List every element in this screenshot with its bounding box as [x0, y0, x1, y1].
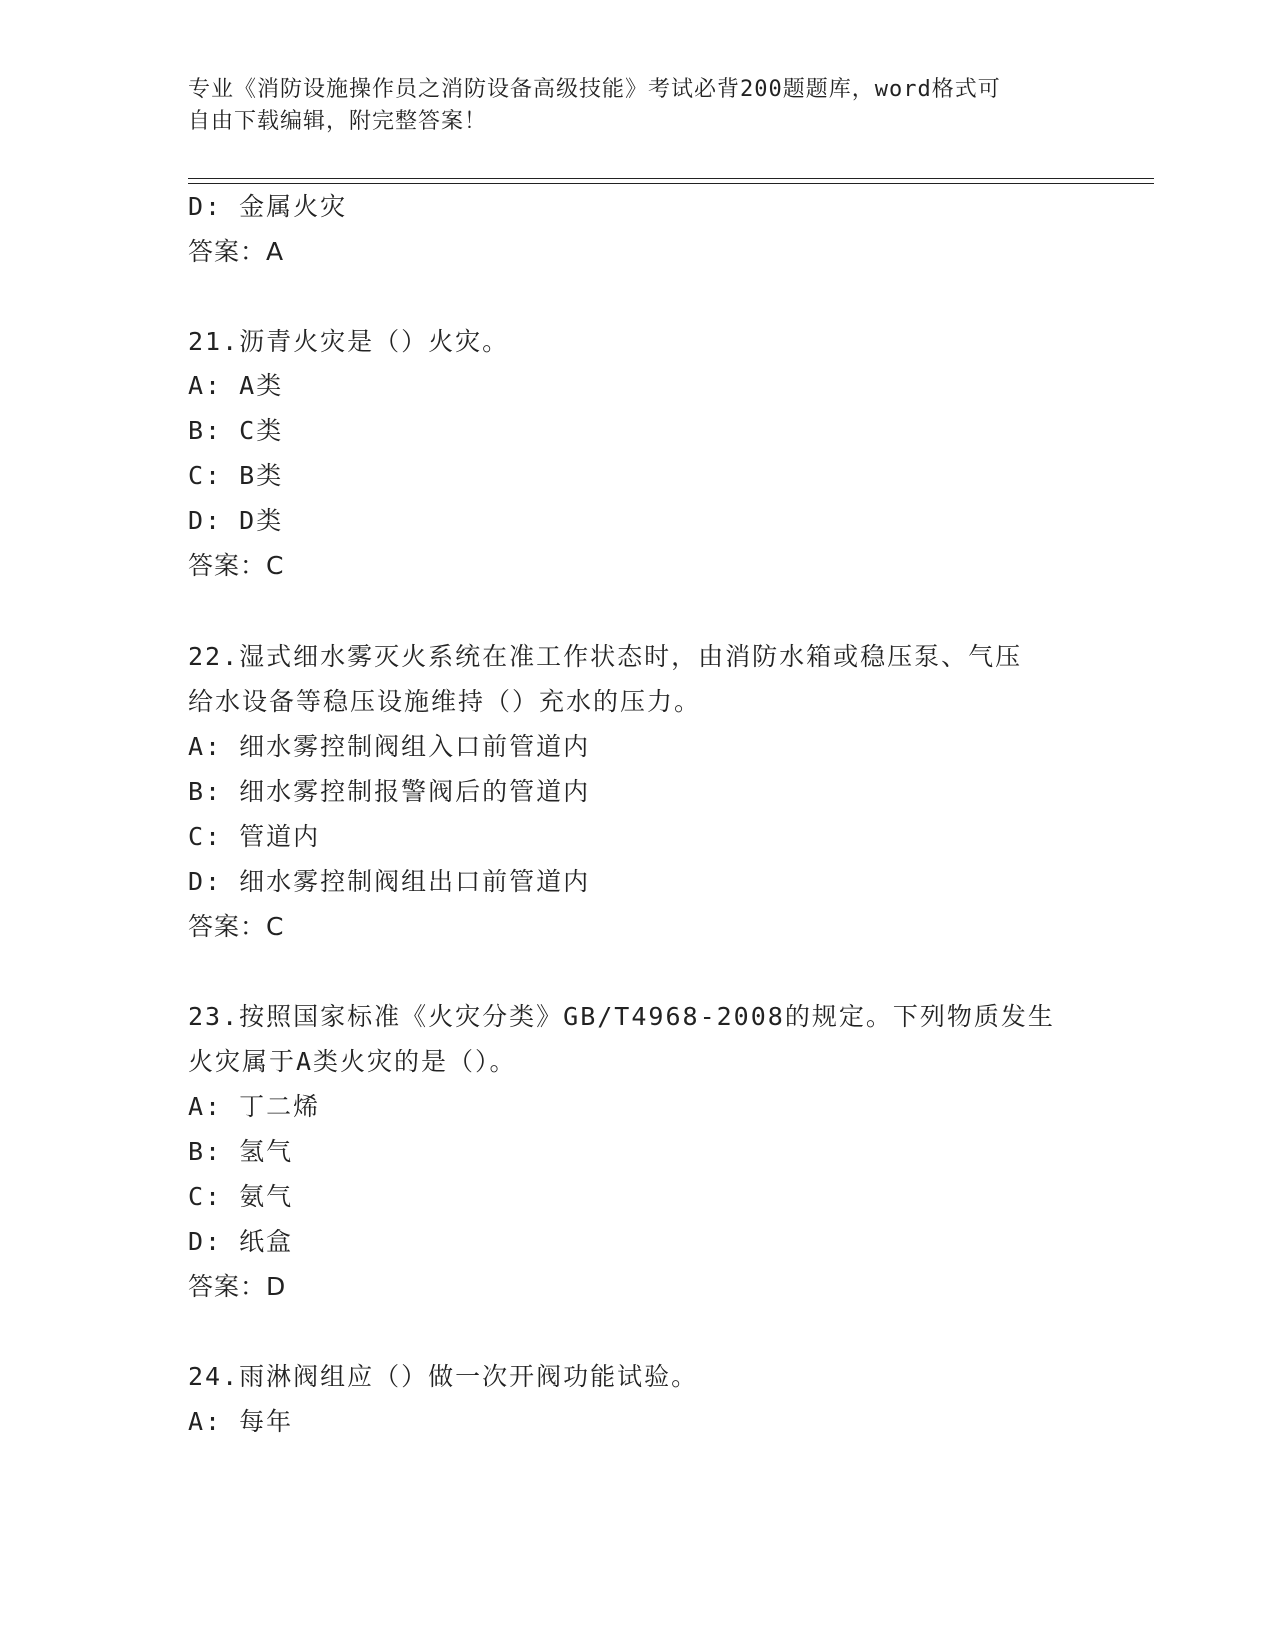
q21-option-a: A: A类 — [188, 371, 284, 400]
prev-answer: 答案：A — [188, 237, 285, 266]
q23-option-c: C: 氨气 — [188, 1182, 294, 1211]
header-title-line-2: 自由下载编辑，附完整答案！ — [188, 109, 488, 134]
q24-option-a: A: 每年 — [188, 1407, 294, 1436]
q21-answer: 答案：C — [188, 551, 285, 580]
q23-option-b: B: 氢气 — [188, 1137, 294, 1166]
q22-stem-line-2: 给水设备等稳压设施维持（）充水的压力。 — [188, 687, 702, 716]
q21-option-b: B: C类 — [188, 416, 284, 445]
q23-stem-line-2: 火灾属于A类火灾的是（）。 — [188, 1047, 517, 1076]
q22-option-b: B: 细水雾控制报警阀后的管道内 — [188, 777, 591, 806]
q24-stem: 24.雨淋阀组应（）做一次开阀功能试验。 — [188, 1362, 699, 1391]
q22-option-d: D: 细水雾控制阀组出口前管道内 — [188, 867, 591, 896]
q23-option-a: A: 丁二烯 — [188, 1092, 321, 1121]
header-divider-top — [188, 178, 1154, 179]
prev-option-d: D: 金属火灾 — [188, 192, 348, 221]
q22-option-c: C: 管道内 — [188, 822, 321, 851]
q21-option-d: D: D类 — [188, 506, 284, 535]
q22-option-a: A: 细水雾控制阀组入口前管道内 — [188, 732, 591, 761]
document-header — [188, 74, 1088, 138]
header-title-line-1: 专业《消防设施操作员之消防设备高级技能》考试必背200题题库，word格式可 — [188, 77, 1001, 102]
header-divider-bottom — [188, 183, 1154, 184]
q21-option-c: C: B类 — [188, 461, 284, 490]
q23-answer: 答案：D — [188, 1272, 287, 1301]
q23-stem-line-1: 23.按照国家标准《火灾分类》GB/T4968-2008的规定。下列物质发生 — [188, 1002, 1055, 1031]
q23-option-d: D: 纸盒 — [188, 1227, 294, 1256]
q22-stem-line-1: 22.湿式细水雾灭火系统在准工作状态时，由消防水箱或稳压泵、气压 — [188, 642, 1023, 671]
q22-answer: 答案：C — [188, 912, 285, 941]
q21-stem: 21.沥青火灾是（）火灾。 — [188, 327, 510, 356]
